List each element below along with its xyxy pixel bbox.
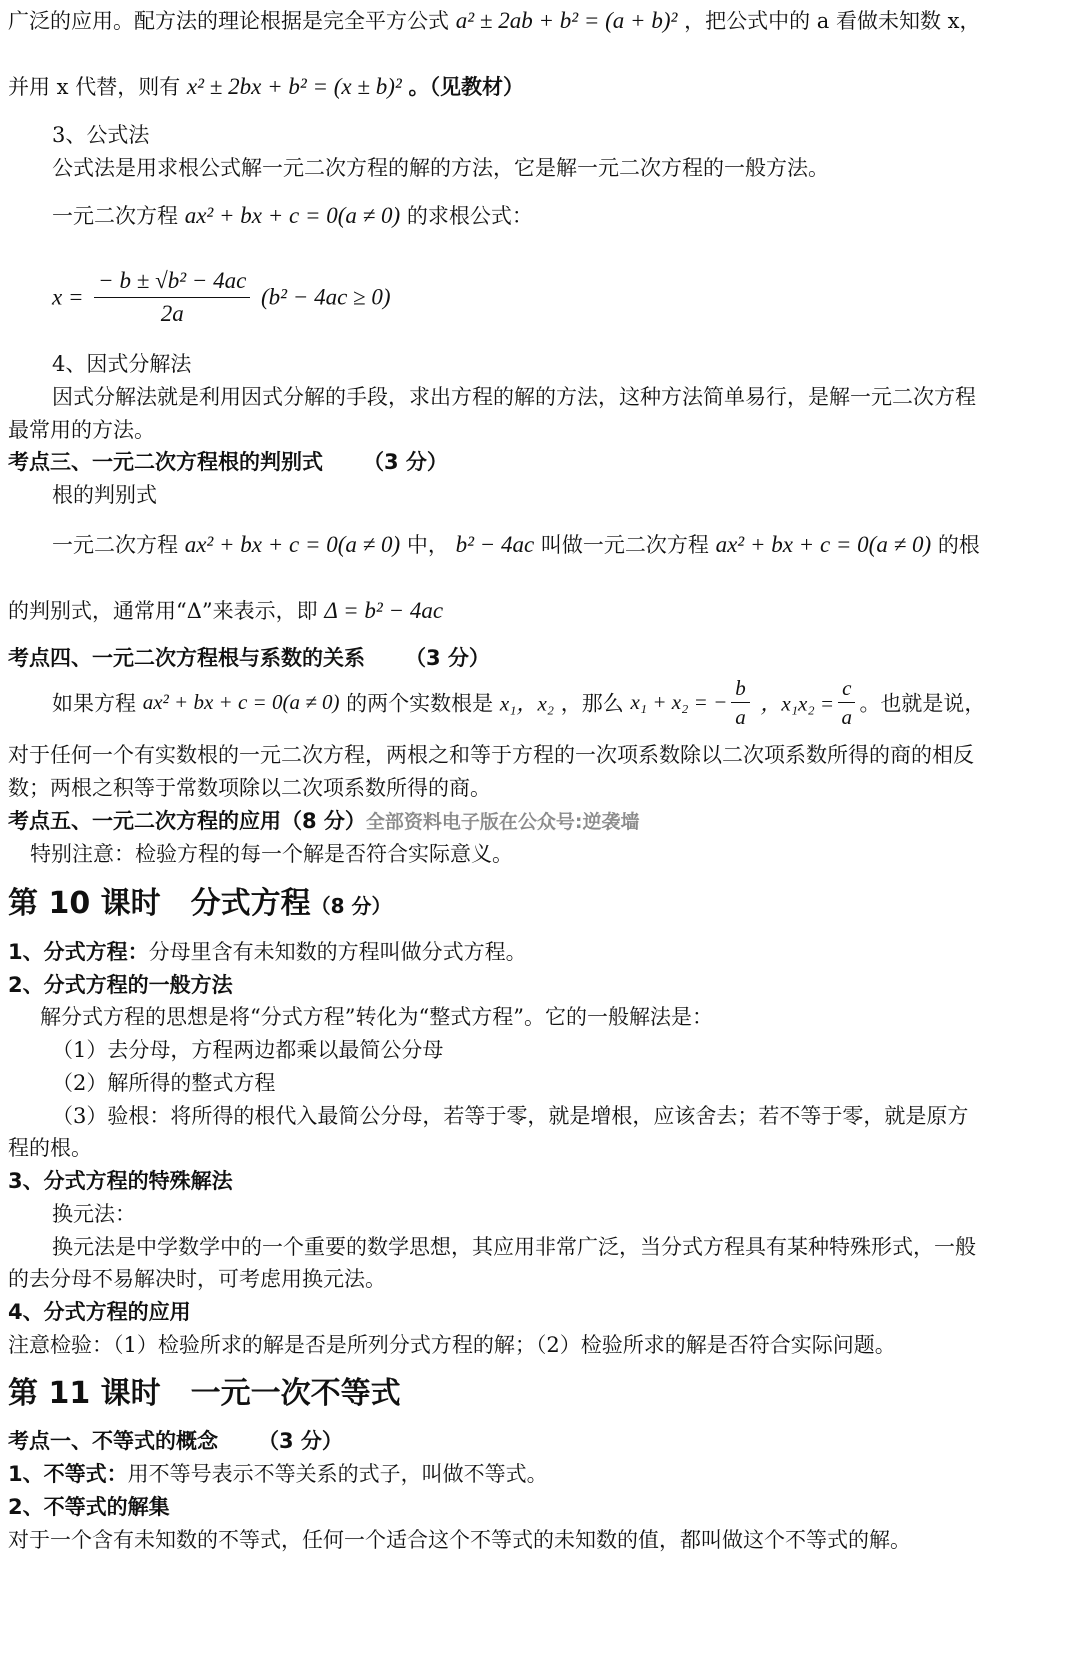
section-title: 4、因式分解法 (52, 352, 192, 376)
formula-quadratic: ax² + bx + c = 0(a ≠ 0) (184, 203, 401, 228)
root-lhs: x = (52, 284, 84, 310)
lesson-10-title: 第 10 课时 分式方程（8 分） (8, 886, 392, 921)
text-line (8, 72, 1072, 102)
section-title: 3、公式法 (52, 123, 150, 147)
formula-delta: Δ = b² − 4ac (324, 598, 444, 623)
text-line (8, 6, 1072, 36)
fraction-b-over-a: $\frac{b}{a}$ (731, 674, 750, 731)
formula-perfect-square: a² ± 2ab + b² = (a + b)² (455, 8, 678, 33)
paragraph: 对于一个含有未知数的不等式，任何一个适合这个不等式的未知数的值，都叫做这个不等式的解。 (8, 1528, 911, 1552)
text: 广泛的应用。配方法的理论根据是完全平方公式 (8, 9, 449, 33)
text: 并用 x 代替，则有 (8, 75, 181, 99)
paragraph: 因式分解法就是利用因式分解的手段，求出方程的解的方法，这种方法简单易行，是解一元二次方程 (52, 385, 976, 409)
heading-kaodian4: 考点四、一元二次方程根与系数的关系 （3 分） (8, 646, 490, 670)
text-line: 1、不等式：用不等号表示不等关系的式子，叫做不等式。 (8, 1462, 548, 1486)
paragraph: 解分式方程的思想是将“分式方程”转化为“整式方程”。它的一般解法是： (40, 1005, 713, 1029)
step-1: （1）去分母，方程两边都乘以最简公分母 (52, 1038, 444, 1062)
formula-root (52, 265, 1072, 330)
heading-kaodian1: 考点一、不等式的概念 （3 分） (8, 1429, 343, 1453)
text-line: 1、分式方程：分母里含有未知数的方程叫做分式方程。 (8, 940, 527, 964)
formula-discriminant: b² − 4ac (455, 532, 535, 557)
heading-kaodian3: 考点三、一元二次方程根的判别式 （3 分） (8, 450, 448, 474)
fraction-c-over-a: $\frac{c}{a}$ (838, 674, 855, 731)
paragraph: 公式法是用求根公式解一元二次方程的解的方法，它是解一元二次方程的一般方法。 (52, 156, 829, 180)
formula-quadratic: ax² + bx + c = 0(a ≠ 0) (142, 690, 340, 714)
formula-sum: x₁ + x₂ = − (630, 690, 728, 714)
sub-heading: 4、分式方程的应用 (8, 1300, 191, 1324)
text-line: 的判别式，通常用“Δ”来表示，即 Δ = b² − 4ac (8, 598, 444, 623)
formula-roots: x₁，x₂ (499, 691, 555, 716)
root-fraction (94, 265, 250, 330)
root-denominator: 2a (160, 301, 184, 326)
sub-title: 换元法： (52, 1202, 136, 1226)
formula-quadratic: ax² + bx + c = 0(a ≠ 0) (184, 532, 401, 557)
step-2: （2）解所得的整式方程 (52, 1071, 276, 1095)
root-numerator: − b ± √b² − 4ac (94, 265, 250, 298)
formula-product: ，x₁x₂ = (760, 691, 835, 716)
heading-kaodian5: 考点五、一元二次方程的应用（8 分）全部资料电子版在公众号:逆袭墙 (8, 809, 640, 833)
step-3-cont: 程的根。 (8, 1136, 92, 1160)
text-line: 一元二次方程 ax² + bx + c = 0(a ≠ 0) 的求根公式： (52, 203, 533, 228)
paragraph: 对于任何一个有实数根的一元二次方程，两根之和等于方程的一次项系数除以二次项系数所得的商的相反 (8, 743, 974, 767)
text: 。（见教材） (408, 75, 524, 99)
sub-heading: 3、分式方程的特殊解法 (8, 1169, 233, 1193)
text: ，把公式中的 a 看做未知数 x， (684, 9, 981, 33)
step-3: （3）验根：将所得的根代入最简公分母，若等于零，就是增根，应该舍去；若不等于零，就是原方 (52, 1104, 969, 1128)
sub-title: 根的判别式 (52, 483, 157, 507)
paragraph: 的去分母不易解决时，可考虑用换元法。 (8, 1267, 386, 1291)
lesson-11-title: 第 11 课时 一元一次不等式 (8, 1376, 401, 1411)
note: 特别注意：检验方程的每一个解是否符合实际意义。 (30, 842, 513, 866)
formula-quadratic: ax² + bx + c = 0(a ≠ 0) (715, 532, 932, 557)
sub-heading: 2、不等式的解集 (8, 1495, 170, 1519)
text-line-vieta: 如果方程 ax² + bx + c = 0(a ≠ 0) 的两个实数根是 x₁，x₂ ，那么 x₁ + x₂ = − $\frac{b}{a}$ ，x₁x₂ = $\frac{c}{a}$ 。也就是说， (52, 676, 986, 729)
formula-perfect-square-x: x² ± 2bx + b² = (x ± b)² (186, 74, 402, 99)
text-line: 一元二次方程 ax² + bx + c = 0(a ≠ 0) 中， b² − 4ac 叫做一元二次方程 ax² + bx + c = 0(a ≠ 0) 的根 (52, 532, 980, 557)
paragraph: 数；两根之积等于常数项除以二次项系数所得的商。 (8, 776, 491, 800)
watermark-text: 全部资料电子版在公众号:逆袭墙 (365, 811, 640, 833)
paragraph: 最常用的方法。 (8, 418, 155, 442)
paragraph: 注意检验：（1）检验所求的解是否是所列分式方程的解；（2）检验所求的解是否符合实际问题。 (8, 1333, 896, 1357)
root-condition: (b² − 4ac ≥ 0) (261, 284, 391, 310)
paragraph: 换元法是中学数学中的一个重要的数学思想，其应用非常广泛，当分式方程具有某种特殊形式，一般 (52, 1235, 976, 1259)
sub-heading: 2、分式方程的一般方法 (8, 973, 233, 997)
